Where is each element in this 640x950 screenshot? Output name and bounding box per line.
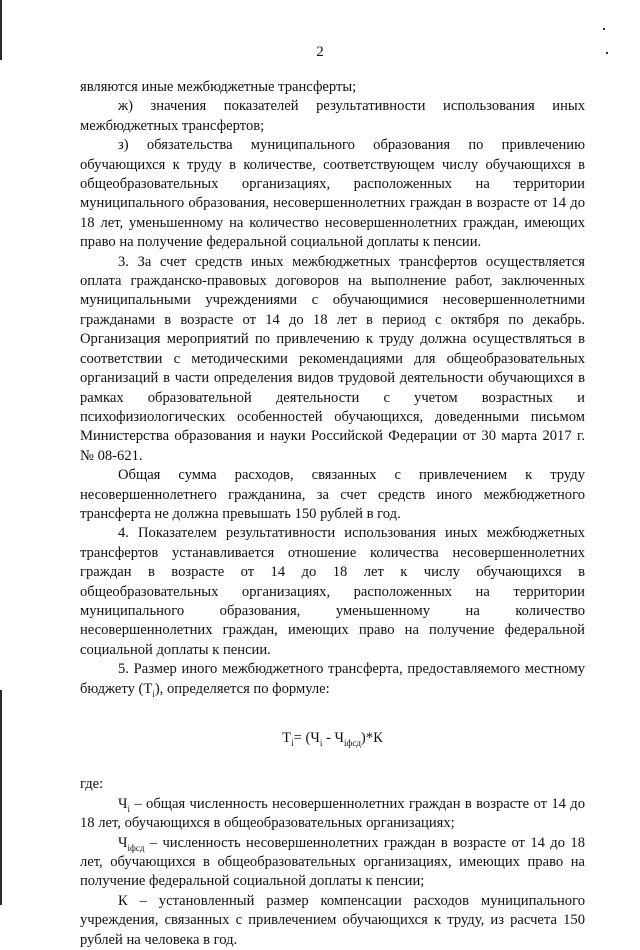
formula-close: )*К [360, 730, 383, 746]
formula-eq-open: = (Ч [293, 730, 320, 746]
section-5-tail: ), определяется по формуле: [154, 680, 330, 697]
section-5-sub: i [152, 688, 155, 699]
paragraph-section-4: 4. Показателем результативности использования иных межбюджетных трансфертов устанавливается отношение количества несовершеннолетних граждан в возрасте от 14 до 18 лет к числу обучающихся в общеобразовательных организациях, расположенных на территории муниципального образования, уменьшенному на количество несовершеннолетних граждан, имеющих право на получение федеральной социальной доплаты к пенсии. [80, 525, 585, 658]
scan-artifact [0, 690, 2, 905]
definition-ch-i [80, 795, 585, 834]
definition-ch-ifsd [80, 834, 585, 892]
paragraph-item-zh: ж) значения показателей результативности использования иных межбюджетных трансфертов; [80, 98, 585, 134]
formula-minus: - Ч [322, 730, 345, 746]
paragraph-item-z: з) обязательства муниципального образования по привлечению обучающихся к труду в количестве, соответствующем числу обучающихся в общеобразовательных организациях, расположенных на территории муниципального образования, несовершеннолетних граждан в возрасте от 14 до 18 лет, уменьшенному на количество несовершеннолетних граждан, имеющих право на получение федеральной социальной доплаты к пенсии. [80, 137, 585, 251]
paragraph-total-expenses: Общая сумма расходов, связанных с привлечением к труду несовершеннолетнего гражданина, за счет средств иного межбюджетного трансферта не должна превышать 150 рублей в год. [80, 467, 585, 522]
scan-dust [603, 28, 605, 30]
def-text: – установленный размер компенсации расходов муниципального учреждения, связанных с привлечением обучающихся к труду, из расчета 150 рублей на человека в год. [80, 892, 585, 948]
formula-ifsd-sub: iфсд [344, 737, 361, 748]
definition-k [80, 892, 585, 950]
def-text: – численность несовершеннолетних граждан в возрасте от 14 до 18 лет, обучающихся в общеобразовательных организациях, имеющих право на получение федеральной социальной доплаты к пенсии; [80, 834, 585, 890]
paragraph-section-5 [80, 660, 585, 699]
section-5-text: 5. Размер иного межбюджетного трансферта, предоставляемого местному бюджету (T [80, 661, 585, 697]
def-sub: iфсд [127, 842, 145, 853]
def-symbol: Ч [118, 834, 128, 851]
formula-lhs-sub: i [291, 737, 294, 748]
paragraph-section-3: 3. За счет средств иных межбюджетных трансфертов осуществляется оплата гражданско-правовых договоров на выполнение работ, заключенных муниципальными учреждениями с обучающимися несовершеннолетними гражданами в возрасте от 14 до 18 лет в период с октября по декабрь. Организация мероприятий по привлечению к труду должна осуществляться в соответствии с методическими рекомендациями для общеобразовательных организаций в части определения видов трудовой деятельности обучающихся в рамках образовательной деятельности с учетом возрастных и психофизиологических особенностей обучающихся, доведенными письмом Министерства образования и науки Российской Федерации от 30 марта 2017 г. № 08-621. [80, 253, 585, 464]
where-label: где: [80, 776, 104, 793]
def-sub: i [127, 803, 131, 814]
paragraph-continuation: являются иные межбюджетные трансферты; [80, 79, 357, 95]
def-text: – общая численность несовершеннолетних граждан в возрасте от 14 до 18 лет, обучающихся в общеобразовательных организациях; [80, 795, 585, 832]
def-symbol: Ч [118, 795, 128, 812]
formula-ch-sub: i [319, 737, 323, 748]
formula-lhs: T [282, 730, 292, 746]
formula [80, 729, 585, 748]
def-symbol: К [118, 892, 128, 909]
page-number: 2 [316, 44, 324, 60]
document-body [80, 78, 585, 950]
